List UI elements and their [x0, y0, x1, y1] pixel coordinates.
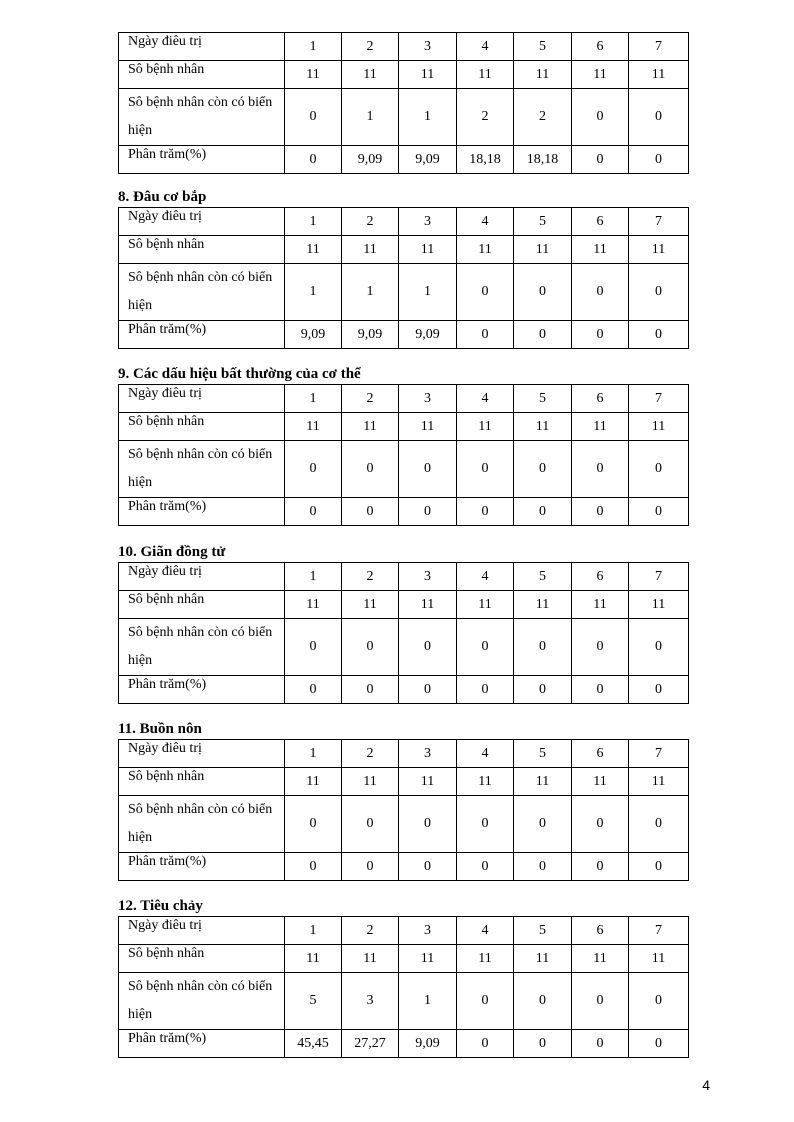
- table-cell: 5: [514, 208, 572, 236]
- row-label: Ngày điêu trị: [119, 740, 285, 768]
- table-cell: 11: [399, 61, 457, 89]
- row-remaining: [119, 441, 689, 498]
- table-cell: 0: [629, 1030, 689, 1058]
- table-cell: 27,27: [342, 1030, 399, 1058]
- table-cell: 11: [457, 61, 514, 89]
- table-cell: 11: [514, 591, 572, 619]
- table-cell: 0: [629, 146, 689, 174]
- table-cell: 0: [285, 619, 342, 676]
- table-cell: 0: [342, 853, 399, 881]
- table-cell: 11: [629, 236, 689, 264]
- table-cell: 4: [457, 917, 514, 945]
- table-cell: 5: [514, 917, 572, 945]
- table-cell: 1: [285, 563, 342, 591]
- table-cell: 0: [457, 498, 514, 526]
- row-label: Sô bệnh nhân còn có biển hiện: [119, 796, 285, 853]
- table-cell: 0: [572, 1030, 629, 1058]
- table-cell: 45,45: [285, 1030, 342, 1058]
- table-cell: 11: [514, 61, 572, 89]
- table-cell: 4: [457, 563, 514, 591]
- table-cell: 18,18: [457, 146, 514, 174]
- data-table: [118, 32, 689, 174]
- table-cell: 5: [514, 385, 572, 413]
- row-label: Phân trăm(%): [119, 321, 285, 349]
- row-label: Ngày điêu trị: [119, 563, 285, 591]
- row-label: Phân trăm(%): [119, 146, 285, 174]
- table-cell: 5: [514, 33, 572, 61]
- table-cell: 0: [629, 321, 689, 349]
- table-cell: 3: [399, 33, 457, 61]
- table-cell: 2: [342, 917, 399, 945]
- table-cell: 0: [457, 264, 514, 321]
- row-label: Sô bệnh nhân còn có biển hiện: [119, 441, 285, 498]
- table-cell: 0: [514, 796, 572, 853]
- table-cell: 11: [457, 768, 514, 796]
- table-cell: 11: [457, 591, 514, 619]
- row-day: [119, 563, 689, 591]
- table-cell: 7: [629, 917, 689, 945]
- table-cell: 11: [629, 591, 689, 619]
- table-cell: 11: [572, 236, 629, 264]
- table-cell: 11: [342, 61, 399, 89]
- row-percent: [119, 676, 689, 704]
- section-title: 8. Đâu cơ bắp: [118, 189, 207, 205]
- table-cell: 0: [629, 498, 689, 526]
- row-label: Sô bệnh nhân còn có biển hiện: [119, 89, 285, 146]
- table-cell: 0: [572, 146, 629, 174]
- row-day: [119, 208, 689, 236]
- table-cell: 0: [629, 796, 689, 853]
- table-cell: 11: [285, 236, 342, 264]
- table-cell: 0: [285, 676, 342, 704]
- table-cell: 0: [399, 619, 457, 676]
- table-cell: 11: [399, 591, 457, 619]
- table-cell: 11: [285, 413, 342, 441]
- table-cell: 1: [285, 740, 342, 768]
- table-cell: 11: [342, 768, 399, 796]
- table-cell: 1: [399, 973, 457, 1030]
- table-cell: 11: [457, 413, 514, 441]
- row-patients: [119, 236, 689, 264]
- row-percent: [119, 146, 689, 174]
- table-cell: 11: [629, 945, 689, 973]
- table-cell: 9,09: [342, 146, 399, 174]
- table-cell: 0: [572, 321, 629, 349]
- table-cell: 0: [342, 619, 399, 676]
- table-cell: 0: [285, 89, 342, 146]
- table-cell: 11: [572, 591, 629, 619]
- section-title: 9. Các dấu hiệu bất thường của cơ thể: [118, 366, 361, 382]
- row-label: Sô bệnh nhân: [119, 945, 285, 973]
- table-cell: 0: [514, 498, 572, 526]
- table-cell: 3: [399, 208, 457, 236]
- table-cell: 9,09: [399, 321, 457, 349]
- table-cell: 11: [285, 591, 342, 619]
- row-label: Phân trăm(%): [119, 853, 285, 881]
- row-label: Phân trăm(%): [119, 498, 285, 526]
- row-remaining: [119, 973, 689, 1030]
- row-percent: [119, 1030, 689, 1058]
- table-cell: 3: [342, 973, 399, 1030]
- table-cell: 0: [514, 321, 572, 349]
- table-cell: 0: [399, 796, 457, 853]
- row-label: Sô bệnh nhân còn có biển hiện: [119, 619, 285, 676]
- table-cell: 1: [285, 208, 342, 236]
- table-cell: 11: [285, 61, 342, 89]
- table-cell: 6: [572, 385, 629, 413]
- table-cell: 0: [399, 498, 457, 526]
- table-cell: 1: [285, 33, 342, 61]
- table-cell: 7: [629, 563, 689, 591]
- table-cell: 2: [342, 385, 399, 413]
- table-cell: 11: [342, 945, 399, 973]
- row-percent: [119, 498, 689, 526]
- section-title: 11. Buồn nôn: [118, 721, 202, 737]
- table-cell: 0: [457, 796, 514, 853]
- table-cell: 1: [342, 89, 399, 146]
- table-cell: 7: [629, 385, 689, 413]
- table-cell: 11: [285, 945, 342, 973]
- table-cell: 0: [342, 441, 399, 498]
- table-cell: 4: [457, 33, 514, 61]
- table-cell: 0: [572, 676, 629, 704]
- table-cell: 11: [342, 591, 399, 619]
- table-cell: 0: [629, 89, 689, 146]
- table-cell: 2: [342, 208, 399, 236]
- table-cell: 0: [285, 796, 342, 853]
- row-day: [119, 740, 689, 768]
- table-cell: 9,09: [285, 321, 342, 349]
- table-cell: 0: [514, 619, 572, 676]
- table-cell: 11: [629, 61, 689, 89]
- table-cell: 0: [457, 676, 514, 704]
- table-cell: 4: [457, 208, 514, 236]
- table-cell: 3: [399, 917, 457, 945]
- table-cell: 0: [514, 1030, 572, 1058]
- table-cell: 5: [514, 740, 572, 768]
- table-cell: 0: [285, 853, 342, 881]
- row-remaining: [119, 89, 689, 146]
- row-label: Sô bệnh nhân: [119, 61, 285, 89]
- table-cell: 0: [342, 796, 399, 853]
- table-cell: 0: [514, 264, 572, 321]
- table-cell: 9,09: [342, 321, 399, 349]
- table-cell: 7: [629, 33, 689, 61]
- table-cell: 11: [342, 236, 399, 264]
- table-cell: 11: [457, 945, 514, 973]
- table-cell: 0: [285, 146, 342, 174]
- table-cell: 2: [342, 33, 399, 61]
- table-cell: 2: [514, 89, 572, 146]
- table-cell: 1: [285, 917, 342, 945]
- table-cell: 0: [342, 498, 399, 526]
- table-cell: 0: [342, 676, 399, 704]
- row-label: Phân trăm(%): [119, 676, 285, 704]
- row-label: Ngày điêu trị: [119, 33, 285, 61]
- table-cell: 6: [572, 917, 629, 945]
- page-number: 4: [702, 1077, 710, 1093]
- table-cell: 11: [514, 413, 572, 441]
- table-cell: 0: [572, 498, 629, 526]
- row-patients: [119, 413, 689, 441]
- row-day: [119, 385, 689, 413]
- row-patients: [119, 61, 689, 89]
- row-percent: [119, 321, 689, 349]
- row-day: [119, 33, 689, 61]
- table-cell: 0: [285, 441, 342, 498]
- table-cell: 1: [399, 89, 457, 146]
- row-percent: [119, 853, 689, 881]
- row-remaining: [119, 264, 689, 321]
- table-cell: 6: [572, 740, 629, 768]
- table-cell: 1: [342, 264, 399, 321]
- table-cell: 18,18: [514, 146, 572, 174]
- table-cell: 2: [342, 740, 399, 768]
- table-cell: 0: [514, 973, 572, 1030]
- table-cell: 0: [514, 441, 572, 498]
- row-label: Sô bệnh nhân: [119, 236, 285, 264]
- row-remaining: [119, 796, 689, 853]
- table-cell: 11: [457, 236, 514, 264]
- table-cell: 0: [572, 441, 629, 498]
- table-cell: 1: [399, 264, 457, 321]
- table-cell: 11: [399, 945, 457, 973]
- table-cell: 0: [457, 973, 514, 1030]
- row-label: Sô bệnh nhân: [119, 591, 285, 619]
- table-cell: 7: [629, 740, 689, 768]
- table-cell: 4: [457, 385, 514, 413]
- table-cell: 0: [629, 264, 689, 321]
- row-label: Sô bệnh nhân còn có biển hiện: [119, 973, 285, 1030]
- row-day: [119, 917, 689, 945]
- table-cell: 0: [514, 676, 572, 704]
- table-cell: 11: [572, 768, 629, 796]
- table-cell: 11: [572, 61, 629, 89]
- row-label: Phân trăm(%): [119, 1030, 285, 1058]
- table-cell: 5: [285, 973, 342, 1030]
- section-title: 10. Giãn đồng tử: [118, 544, 226, 560]
- table-cell: 6: [572, 563, 629, 591]
- row-label: Sô bệnh nhân còn có biển hiện: [119, 264, 285, 321]
- table-cell: 4: [457, 740, 514, 768]
- row-label: Sô bệnh nhân: [119, 768, 285, 796]
- table-cell: 3: [399, 563, 457, 591]
- table-cell: 0: [457, 321, 514, 349]
- table-cell: 0: [457, 853, 514, 881]
- data-table: [118, 739, 689, 881]
- table-cell: 0: [399, 441, 457, 498]
- data-table: [118, 384, 689, 526]
- data-table: [118, 916, 689, 1058]
- table-cell: 7: [629, 208, 689, 236]
- table-cell: 11: [572, 945, 629, 973]
- table-cell: 6: [572, 33, 629, 61]
- table-cell: 0: [399, 676, 457, 704]
- table-cell: 0: [399, 853, 457, 881]
- table-cell: 11: [399, 768, 457, 796]
- row-remaining: [119, 619, 689, 676]
- table-cell: 11: [514, 945, 572, 973]
- table-cell: 0: [457, 1030, 514, 1058]
- table-cell: 0: [572, 89, 629, 146]
- table-cell: 11: [514, 768, 572, 796]
- table-cell: 11: [629, 413, 689, 441]
- table-cell: 0: [572, 796, 629, 853]
- table-cell: 0: [629, 676, 689, 704]
- data-table: [118, 207, 689, 349]
- table-cell: 0: [285, 498, 342, 526]
- row-label: Ngày điêu trị: [119, 917, 285, 945]
- table-cell: 11: [514, 236, 572, 264]
- row-label: Ngày điêu trị: [119, 385, 285, 413]
- table-cell: 5: [514, 563, 572, 591]
- table-cell: 0: [629, 619, 689, 676]
- table-cell: 0: [572, 853, 629, 881]
- table-cell: 2: [457, 89, 514, 146]
- table-cell: 11: [399, 236, 457, 264]
- table-cell: 11: [399, 413, 457, 441]
- table-cell: 0: [629, 973, 689, 1030]
- table-cell: 0: [572, 973, 629, 1030]
- table-cell: 0: [514, 853, 572, 881]
- table-cell: 3: [399, 385, 457, 413]
- row-patients: [119, 591, 689, 619]
- table-cell: 0: [629, 441, 689, 498]
- table-cell: 0: [457, 441, 514, 498]
- table-cell: 0: [629, 853, 689, 881]
- row-patients: [119, 945, 689, 973]
- table-cell: 9,09: [399, 1030, 457, 1058]
- table-cell: 2: [342, 563, 399, 591]
- table-cell: 0: [457, 619, 514, 676]
- table-cell: 0: [572, 619, 629, 676]
- table-cell: 6: [572, 208, 629, 236]
- table-cell: 11: [572, 413, 629, 441]
- row-patients: [119, 768, 689, 796]
- table-cell: 0: [572, 264, 629, 321]
- table-cell: 11: [629, 768, 689, 796]
- data-table: [118, 562, 689, 704]
- table-cell: 11: [342, 413, 399, 441]
- table-cell: 3: [399, 740, 457, 768]
- row-label: Sô bệnh nhân: [119, 413, 285, 441]
- section-title: 12. Tiêu chảy: [118, 898, 203, 914]
- table-cell: 9,09: [399, 146, 457, 174]
- table-cell: 1: [285, 385, 342, 413]
- table-cell: 1: [285, 264, 342, 321]
- table-cell: 11: [285, 768, 342, 796]
- row-label: Ngày điêu trị: [119, 208, 285, 236]
